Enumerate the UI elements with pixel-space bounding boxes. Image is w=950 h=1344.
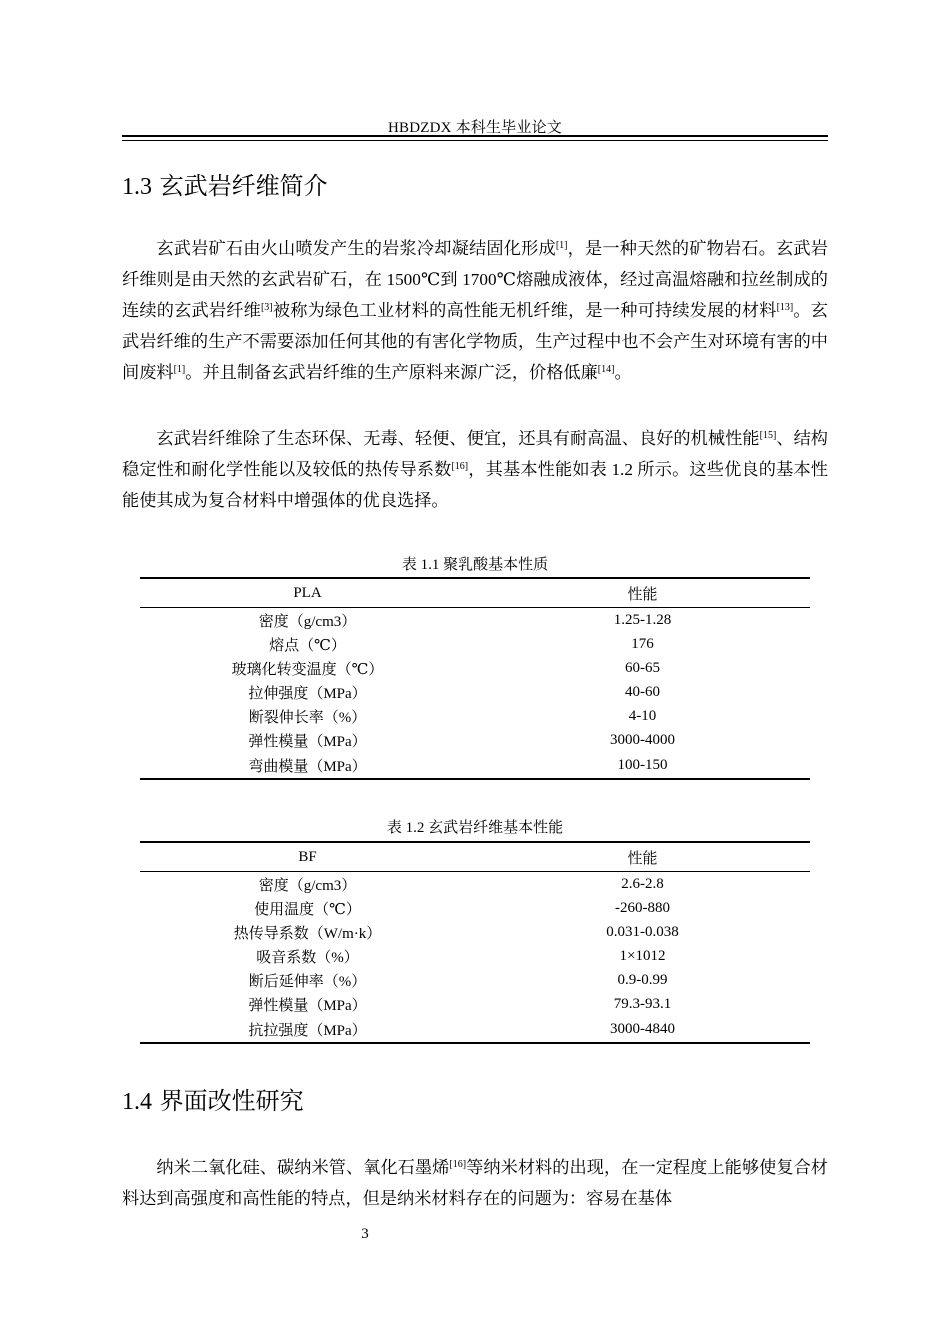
text-run: 玄武岩纤维除了生态环保、无毒、轻便、便宜，还具有耐高温、良好的机械性能 [156, 429, 760, 448]
citation: [16] [451, 461, 469, 472]
text-run: 。并且制备玄武岩纤维的生产原料来源广泛，价格低廉 [185, 363, 598, 382]
text-run: 、结构稳定性和耐化学性能以及较低的热传导系数 [122, 429, 828, 479]
running-header: HBDZDX 本科生毕业论文 [387, 120, 563, 136]
text-run: 纳米二氧化硅、碳纳米管、氧化石墨烯 [156, 1158, 450, 1177]
citation: [3] [260, 302, 273, 313]
value-cell: 40-60 [625, 683, 660, 700]
property-cell: 密度（g/cm3） [258, 877, 357, 894]
section-1-3-heading [122, 166, 328, 201]
table-row [140, 944, 810, 968]
value-cell: 176 [631, 635, 654, 652]
page-number: 3 [361, 1226, 369, 1242]
value-cell: 1×1012 [619, 947, 666, 964]
text-run: 等纳米材料的出现，在一定程度上能够使复合材料达到高强度和高性能的特点，但是纳米材料存在的问题为：容易在基体 [122, 1158, 828, 1208]
column-header: 性能 [475, 578, 810, 608]
section-number: 1.4 [122, 1089, 152, 1115]
value-cell: 4-10 [628, 707, 657, 724]
property-cell: 热传导系数（W/m·k） [233, 925, 382, 942]
value-cell: 100-150 [475, 752, 810, 779]
property-cell: 熔点（℃） [269, 637, 346, 654]
citation: [16] [449, 1159, 467, 1170]
property-cell: 断后延伸率（%） [248, 973, 367, 990]
table-row [140, 632, 810, 656]
value-cell: 3000-4000 [610, 731, 675, 748]
property-cell: 弯曲模量（MPa） [140, 752, 475, 779]
table-row [140, 920, 810, 944]
table-row [140, 608, 810, 633]
table-row [140, 656, 810, 680]
property-cell: 密度（g/cm3） [258, 613, 357, 630]
table-1-caption: 表 1.1 聚乳酸基本性质 [401, 557, 549, 573]
property-cell: 吸音系数（%） [256, 949, 359, 966]
value-cell: 0.9-0.99 [617, 971, 668, 988]
section-title: 界面改性研究 [159, 1087, 304, 1115]
column-header: BF [140, 842, 475, 872]
section-1-3-paragraph-2 [122, 423, 828, 516]
value-cell: 0.031-0.038 [606, 923, 679, 940]
table-header-row [140, 578, 810, 608]
property-cell: 弹性模量（MPa） [248, 733, 367, 750]
value-cell: -260-880 [615, 899, 670, 916]
text-run: ，是一种天然的矿物岩石。玄武岩纤维则是由天然的玄武岩矿石，在 1500℃到 1700℃熔融成液体，经过高温熔融和拉丝制成的连续的玄武岩纤维 [122, 239, 828, 320]
citation: [1] [555, 240, 568, 251]
table-row [140, 992, 810, 1016]
table-row [140, 1016, 810, 1043]
text-run: ，其基本性能如表 1.2 所示。这些优良的基本性能使其成为复合材料中增强体的优良选择。 [122, 460, 828, 510]
value-cell: 3000-4840 [475, 1016, 810, 1043]
text-run: 玄武岩矿石由火山喷发产生的岩浆冷却凝结固化形成 [156, 239, 556, 258]
citation: [13] [776, 302, 794, 313]
property-cell: 弹性模量（MPa） [248, 997, 367, 1014]
citation: [1] [173, 364, 186, 375]
property-cell: 抗拉强度（MPa） [140, 1016, 475, 1043]
section-1-4-heading [122, 1081, 304, 1116]
table-row [140, 872, 810, 897]
property-cell: 断裂伸长率（%） [248, 709, 367, 726]
column-header: 性能 [475, 842, 810, 872]
value-cell: 1.25-1.28 [613, 611, 672, 628]
property-cell: 使用温度（℃） [254, 901, 361, 918]
text-run: 。玄武岩纤维的生产不需要添加任何其他的有害化学物质，生产过程中也不会产生对环境有害的中间废料 [122, 301, 828, 382]
property-cell: 玻璃化转变温度（℃） [231, 661, 384, 678]
citation: [15] [759, 430, 777, 441]
table-row [140, 704, 810, 728]
text-run: 。 [614, 363, 632, 382]
section-1-4-paragraph-1 [122, 1152, 828, 1214]
text-run: 被称为绿色工业材料的高性能无机纤维，是一种可持续发展的材料 [272, 301, 777, 320]
citation: [14] [597, 364, 615, 375]
table-1-pla-properties [140, 577, 810, 780]
table-row [140, 752, 810, 779]
table-2-bf-properties [140, 841, 810, 1044]
section-1-3-paragraph-1 [122, 233, 828, 388]
value-cell: 79.3-93.1 [613, 995, 672, 1012]
header-rule-thin [122, 140, 828, 141]
table-header-row [140, 842, 810, 872]
column-header: PLA [140, 578, 475, 608]
value-cell: 60-65 [625, 659, 660, 676]
section-title: 玄武岩纤维简介 [159, 172, 328, 200]
table-2-caption: 表 1.2 玄武岩纤维基本性能 [386, 820, 564, 836]
header-rule-thick [122, 135, 828, 137]
table-row [140, 680, 810, 704]
section-number: 1.3 [122, 174, 152, 200]
value-cell: 2.6-2.8 [621, 875, 664, 892]
table-row [140, 968, 810, 992]
property-cell: 拉伸强度（MPa） [248, 685, 367, 702]
table-row [140, 896, 810, 920]
table-row [140, 728, 810, 752]
